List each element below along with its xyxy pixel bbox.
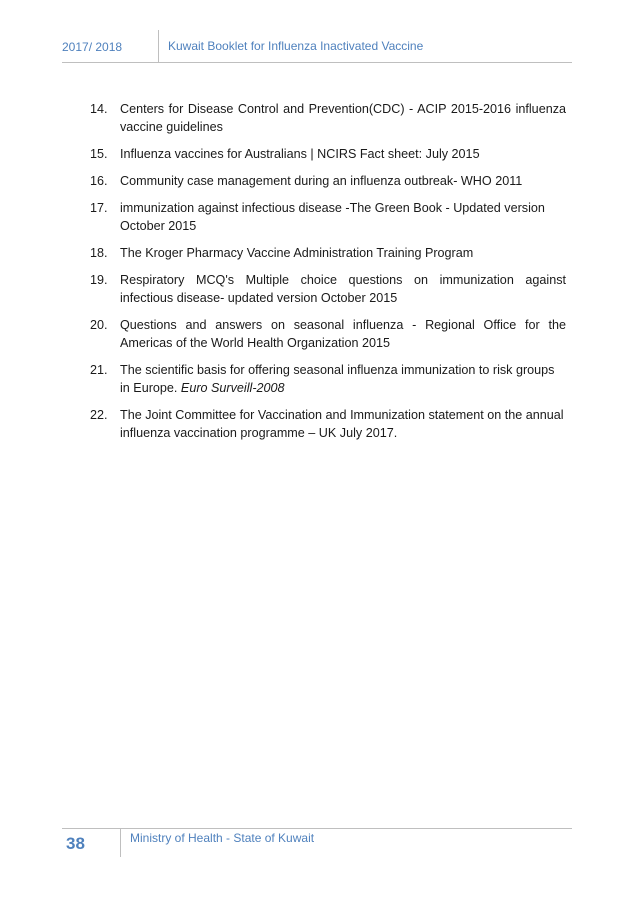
reference-number: 15. xyxy=(90,147,108,161)
reference-text: Questions and answers on seasonal influenza - Regional Office for the Americas of the World Health Organization 2015 xyxy=(120,318,566,350)
header-title: Kuwait Booklet for Influenza Inactivated Vaccine xyxy=(168,39,424,53)
reference-item xyxy=(90,172,566,190)
reference-text xyxy=(120,363,554,395)
reference-item xyxy=(90,361,566,397)
reference-text-main: The scientific basis for offering seasonal influenza immunization to risk groups in Europe. xyxy=(120,363,555,395)
reference-number: 22. xyxy=(90,408,108,422)
reference-number: 16. xyxy=(90,174,108,188)
header-divider xyxy=(158,30,159,62)
reference-number: 21. xyxy=(90,363,108,377)
reference-item xyxy=(90,145,566,163)
reference-item xyxy=(90,244,566,262)
reference-number: 19. xyxy=(90,273,108,287)
reference-number: 20. xyxy=(90,318,108,332)
header-year: 2017/ 2018 xyxy=(62,40,123,54)
reference-number: 18. xyxy=(90,246,108,260)
reference-text: The Kroger Pharmacy Vaccine Administration Training Program xyxy=(120,246,474,260)
reference-item xyxy=(90,199,566,235)
reference-item xyxy=(90,100,566,136)
reference-text: Influenza vaccines for Australians | NCIRS Fact sheet: July 2015 xyxy=(120,147,480,161)
reference-list xyxy=(90,100,566,451)
reference-text: immunization against infectious disease -The Green Book - Updated version October 2015 xyxy=(120,201,545,233)
reference-text: Community case management during an influenza outbreak- WHO 2011 xyxy=(120,174,523,188)
footer-ministry: Ministry of Health - State of Kuwait xyxy=(130,831,315,845)
reference-number: 17. xyxy=(90,201,108,215)
reference-number: 14. xyxy=(90,102,108,116)
footer-divider xyxy=(120,829,121,857)
page-number: 38 xyxy=(66,834,85,853)
reference-text: Centers for Disease Control and Prevention(CDC) - ACIP 2015-2016 influenza vaccine guidelines xyxy=(120,102,566,134)
reference-item xyxy=(90,406,566,442)
page-header xyxy=(62,30,572,63)
reference-item xyxy=(90,316,566,352)
reference-journal: Euro Surveill-2008 xyxy=(180,381,285,395)
reference-text: The Joint Committee for Vaccination and Immunization statement on the annual influenza vaccination programme – UK July 2017. xyxy=(120,408,564,440)
reference-text: Respiratory MCQ's Multiple choice questions on immunization against infectious disease- updated version October 2015 xyxy=(120,273,566,305)
reference-item xyxy=(90,271,566,307)
page-footer xyxy=(62,828,572,857)
